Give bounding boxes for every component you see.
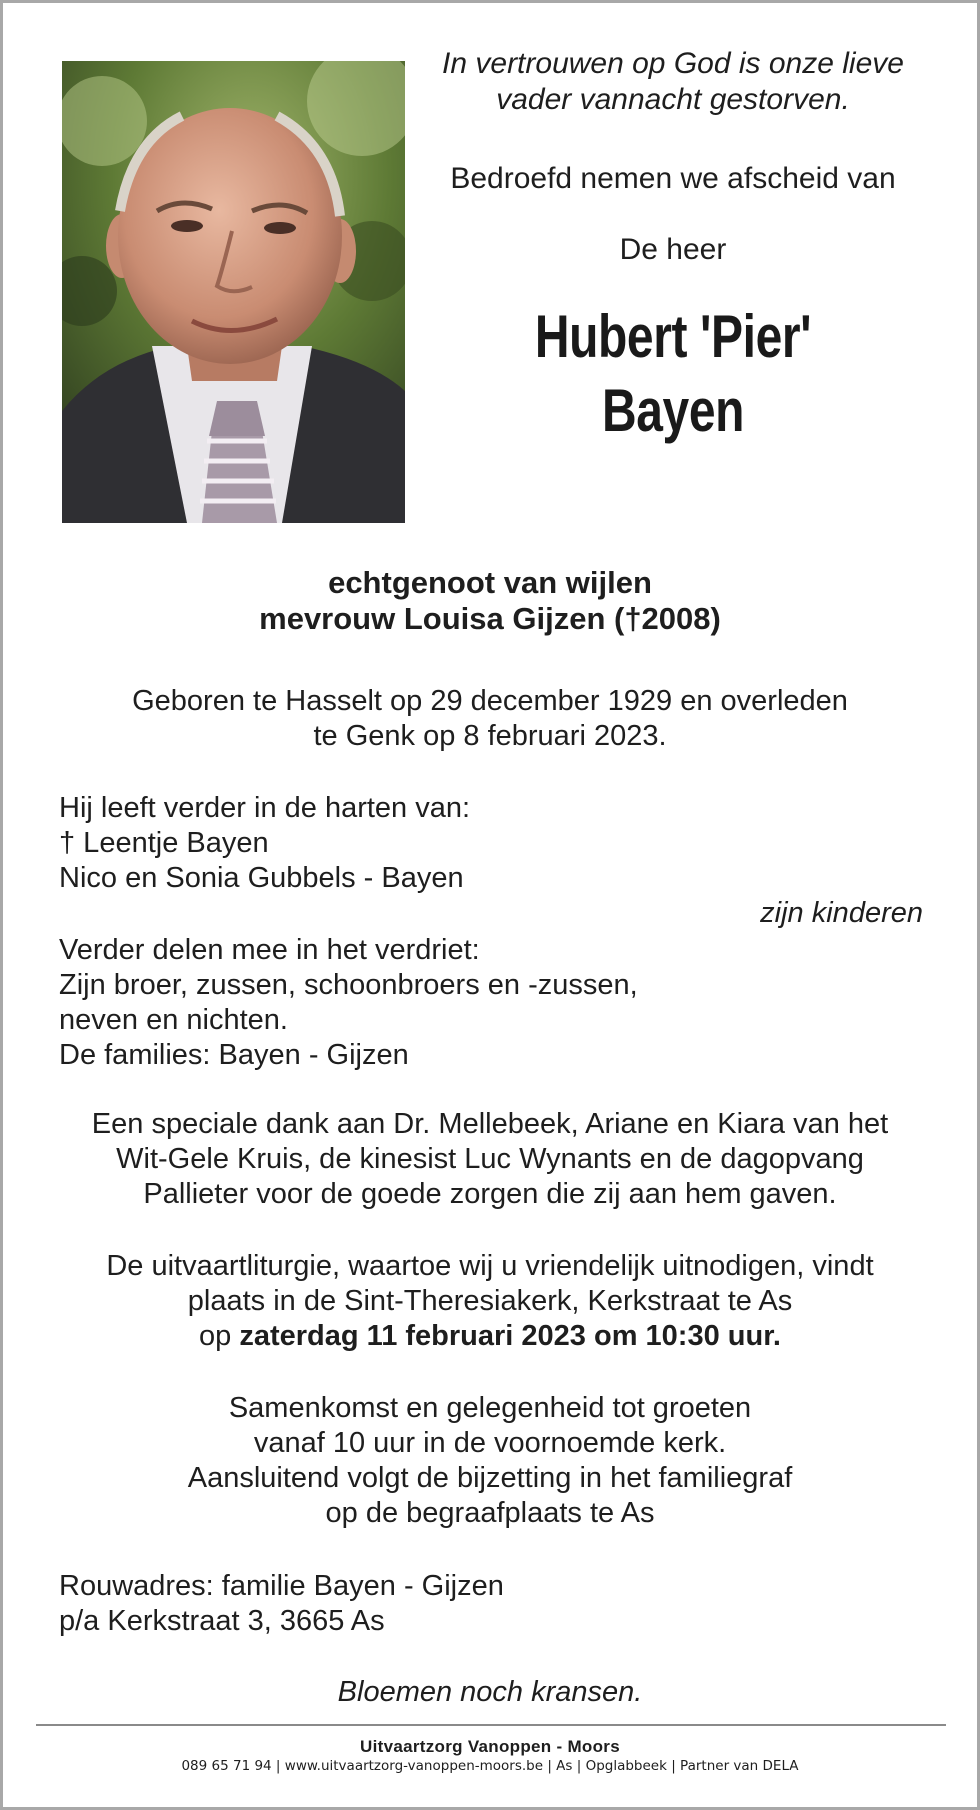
thanks-line-1: Een speciale dank aan Dr. Mellebeek, Ariane en Kiara van het	[91, 1108, 889, 1140]
gathering-line-2: vanaf 10 uur in de voornoemde kerk.	[253, 1427, 727, 1459]
footer-company: Uitvaartzorg Vanoppen - Moors	[360, 1737, 620, 1756]
child-1: † Leentje Bayen	[59, 827, 269, 859]
thanks-line-3: Pallieter voor de goede zorgen die zij aan hem gaven.	[143, 1178, 837, 1210]
intro-line-1: In vertrouwen op God is onze lieve	[442, 47, 904, 80]
liturgy-datetime: zaterdag 11 februari 2023 om 10:30 uur.	[239, 1320, 781, 1352]
gathering-block	[3, 1391, 977, 1531]
survivors-block	[59, 791, 919, 896]
footer-details: 089 65 71 94 | www.uitvaartzorg-vanoppen-moors.be | As | Opglabbeek | Partner van DELA	[181, 1758, 799, 1774]
liturgy-prefix: op	[199, 1320, 232, 1352]
deceased-last-name: Bayen	[601, 377, 745, 444]
deceased-name	[423, 300, 923, 448]
survivors-heading: Hij leeft verder in de harten van:	[59, 792, 471, 824]
child-2: Nico en Sonia Gubbels - Bayen	[59, 862, 464, 894]
address-block	[59, 1569, 919, 1639]
birth-line-1: Geboren te Hasselt op 29 december 1929 en overleden	[132, 685, 848, 717]
intro-line-2: vader vannacht gestorven.	[496, 83, 850, 116]
liturgy-line-1: De uitvaartliturgie, waartoe wij u vriendelijk uitnodigen, vindt	[106, 1250, 874, 1282]
liturgy-line-2: plaats in de Sint-Theresiakerk, Kerkstraat te As	[187, 1285, 793, 1317]
portrait-photo	[62, 61, 405, 523]
relatives-block	[59, 933, 919, 1073]
gathering-line-4: op de begraafplaats te As	[325, 1497, 655, 1529]
farewell-text: Bedroefd nemen we afscheid van	[450, 162, 896, 195]
address-line-2: p/a Kerkstraat 3, 3665 As	[59, 1605, 385, 1637]
birth-death-text	[3, 684, 977, 754]
closing-note: Bloemen noch kransen.	[337, 1676, 643, 1708]
relatives-line-2: neven en nichten.	[59, 1004, 288, 1036]
relatives-heading: Verder delen mee in het verdriet:	[59, 934, 480, 966]
spouse-text	[3, 565, 977, 637]
footer	[3, 1737, 977, 1775]
relatives-line-1: Zijn broer, zussen, schoonbroers en -zussen,	[59, 969, 638, 1001]
liturgy-block	[3, 1249, 977, 1354]
deceased-first-name: Hubert 'Pier'	[534, 303, 812, 370]
footer-divider	[36, 1724, 946, 1726]
thanks-block	[3, 1107, 977, 1212]
relatives-line-3: De families: Bayen - Gijzen	[59, 1039, 409, 1071]
birth-line-2: te Genk op 8 februari 2023.	[313, 720, 667, 752]
children-label: zijn kinderen	[760, 897, 923, 929]
address-line-1: Rouwadres: familie Bayen - Gijzen	[59, 1570, 504, 1602]
gathering-line-1: Samenkomst en gelegenheid tot groeten	[228, 1392, 752, 1424]
intro-text	[423, 46, 923, 118]
spouse-line-2: mevrouw Louisa Gijzen (†2008)	[259, 601, 721, 636]
thanks-line-2: Wit-Gele Kruis, de kinesist Luc Wynants en de dagopvang	[116, 1143, 864, 1175]
gathering-line-3: Aansluitend volgt de bijzetting in het familiegraf	[187, 1462, 793, 1494]
salutation: De heer	[619, 233, 727, 266]
portrait-illustration	[62, 61, 405, 523]
spouse-line-1: echtgenoot van wijlen	[328, 565, 652, 600]
liturgy-line-3	[3, 1319, 977, 1354]
